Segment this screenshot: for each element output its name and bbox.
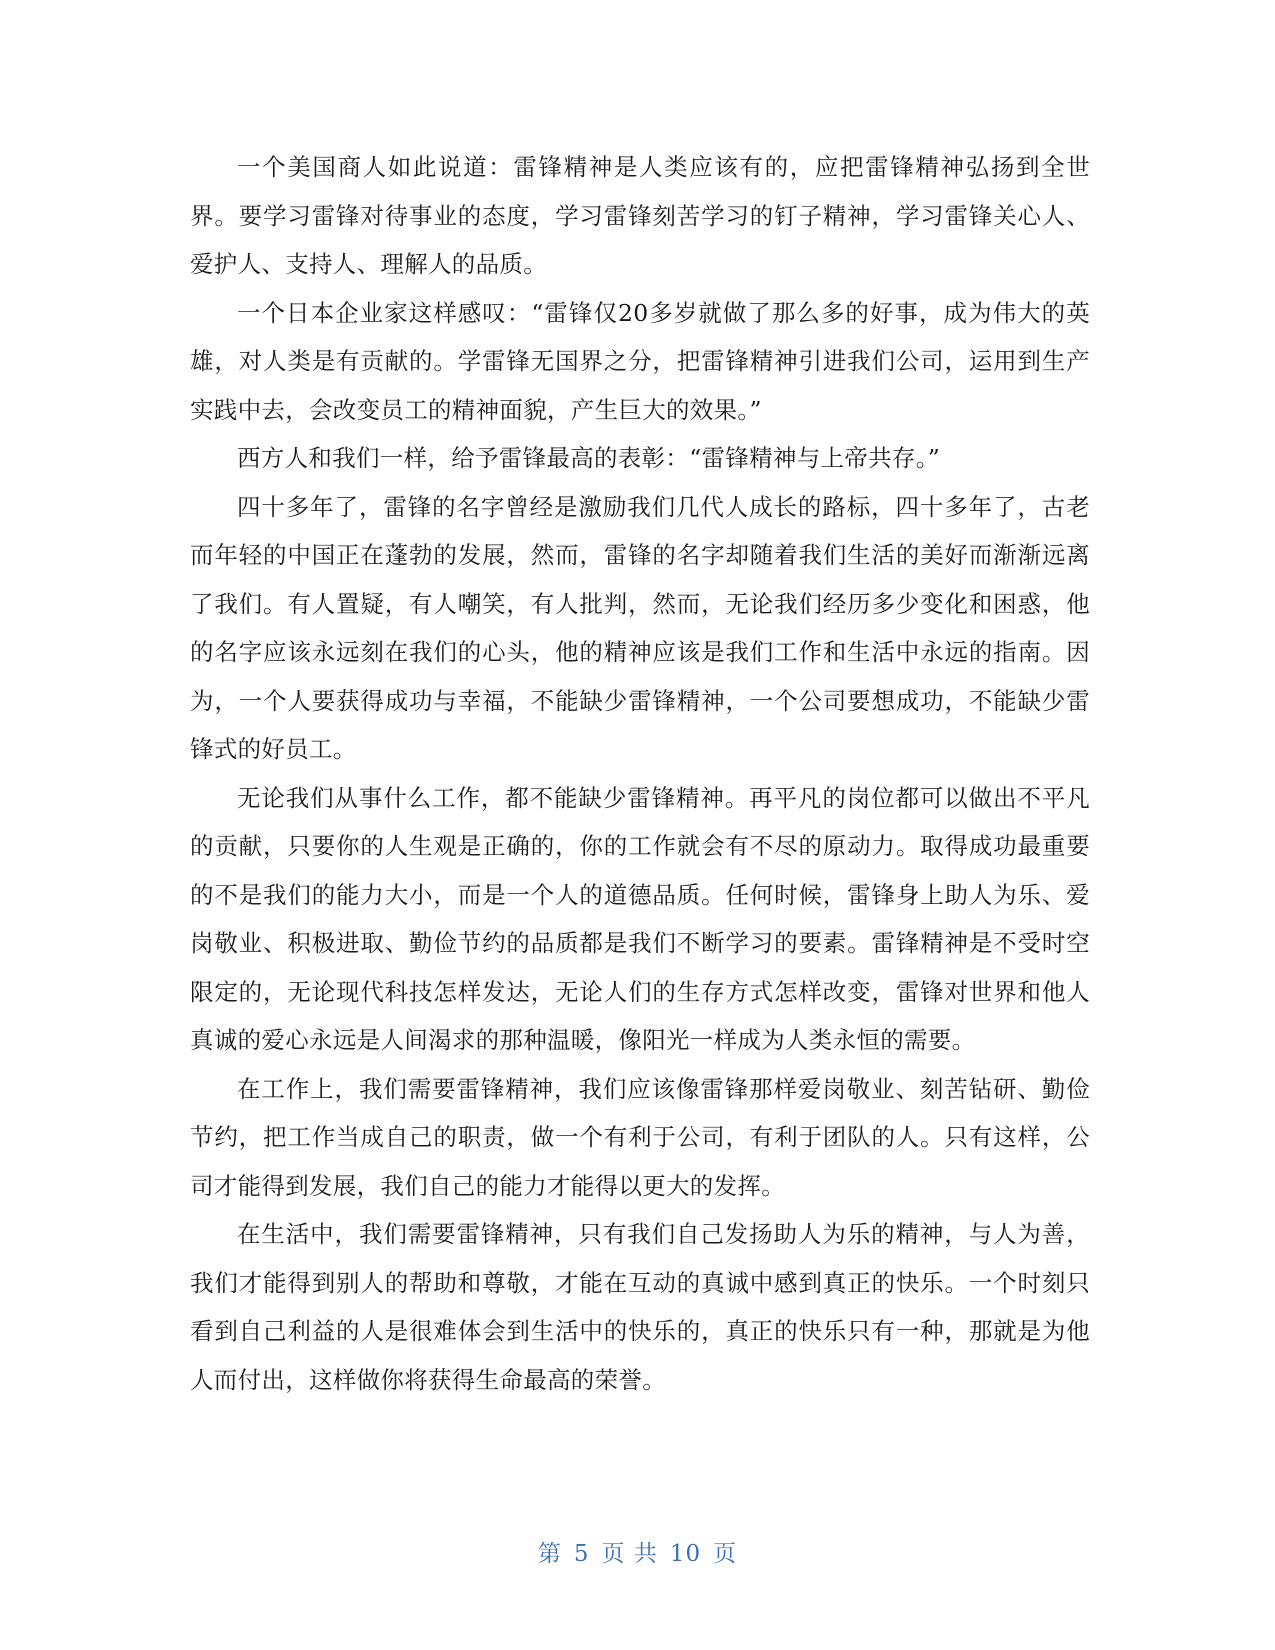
paragraph-at-work: 在工作上，我们需要雷锋精神，我们应该像雷锋那样爱岗敬业、刻苦钻研、勤俭节约，把工作当成自己的职责，做一个有利于公司，有利于团队的人。只有这样，公司才能得到发展，我们自己的能力才能得以更大的发挥。 <box>190 1074 1090 1200</box>
footer-current-page: 5 <box>573 1541 590 1567</box>
footer-total-pages: 10 <box>669 1541 702 1567</box>
document-body <box>190 143 1090 1404</box>
footer-prefix: 第 <box>537 1541 562 1567</box>
paragraph-forty-years: 四十多年了，雷锋的名字曾经是激励我们几代人成长的路标，四十多年了，古老而年轻的中国正在蓬勃的发展，然而，雷锋的名字却随着我们生活的美好而渐渐远离了我们。有人置疑，有人嘲笑，有人批判，然而，无论我们经历多少变化和困惑，他的名字应该永远刻在我们的心头，他的精神应该是我们工作和生活中永远的指南。因为，一个人要获得成功与幸福，不能缺少雷锋精神，一个公司要想成功，不能缺少雷锋式的好员工。 <box>190 492 1090 763</box>
paragraph-any-work: 无论我们从事什么工作，都不能缺少雷锋精神。再平凡的岗位都可以做出不平凡的贡献，只要你的人生观是正确的，你的工作就会有不尽的原动力。取得成功最重要的不是我们的能力大小，而是一个人的道德品质。任何时候，雷锋身上助人为乐、爱岗敬业、积极进取、勤俭节约的品质都是我们不断学习的要素。雷锋精神是不受时空限定的，无论现代科技怎样发达，无论人们的生存方式怎样改变，雷锋对世界和他人真诚的爱心永远是人间渴求的那种温暖，像阳光一样成为人类永恒的需要。 <box>190 783 1090 1054</box>
footer-suffix: 页 <box>713 1541 738 1567</box>
paragraph-in-life: 在生活中，我们需要雷锋精神，只有我们自己发扬助人为乐的精神，与人为善，我们才能得到别人的帮助和尊敬，才能在互动的真诚中感到真正的快乐。一个时刻只看到自己利益的人是很难体会到生活中的快乐的，真正的快乐只有一种，那就是为他人而付出，这样做你将获得生命最高的荣誉。 <box>190 1220 1090 1394</box>
paragraph-american-businessman: 一个美国商人如此说道：雷锋精神是人类应该有的，应把雷锋精神弘扬到全世界。要学习雷锋对待事业的态度，学习雷锋刻苦学习的钉子精神，学习雷锋关心人、爱护人、支持人、理解人的品质。 <box>190 153 1090 278</box>
footer-middle: 页 共 <box>601 1541 658 1567</box>
paragraph-japanese-entrepreneur: 一个日本企业家这样感叹：“雷锋仅20多岁就做了那么多的好事，成为伟大的英雄，对人类是有贡献的。学雷锋无国界之分，把雷锋精神引进我们公司，运用到生产实践中去，会改变员工的精神面貌，产生巨大的效果。” <box>190 298 1090 424</box>
page-number-footer <box>0 1535 1275 1568</box>
paragraph-western-praise: 西方人和我们一样，给予雷锋最高的表彰：“雷锋精神与上帝共存。” <box>237 444 941 472</box>
